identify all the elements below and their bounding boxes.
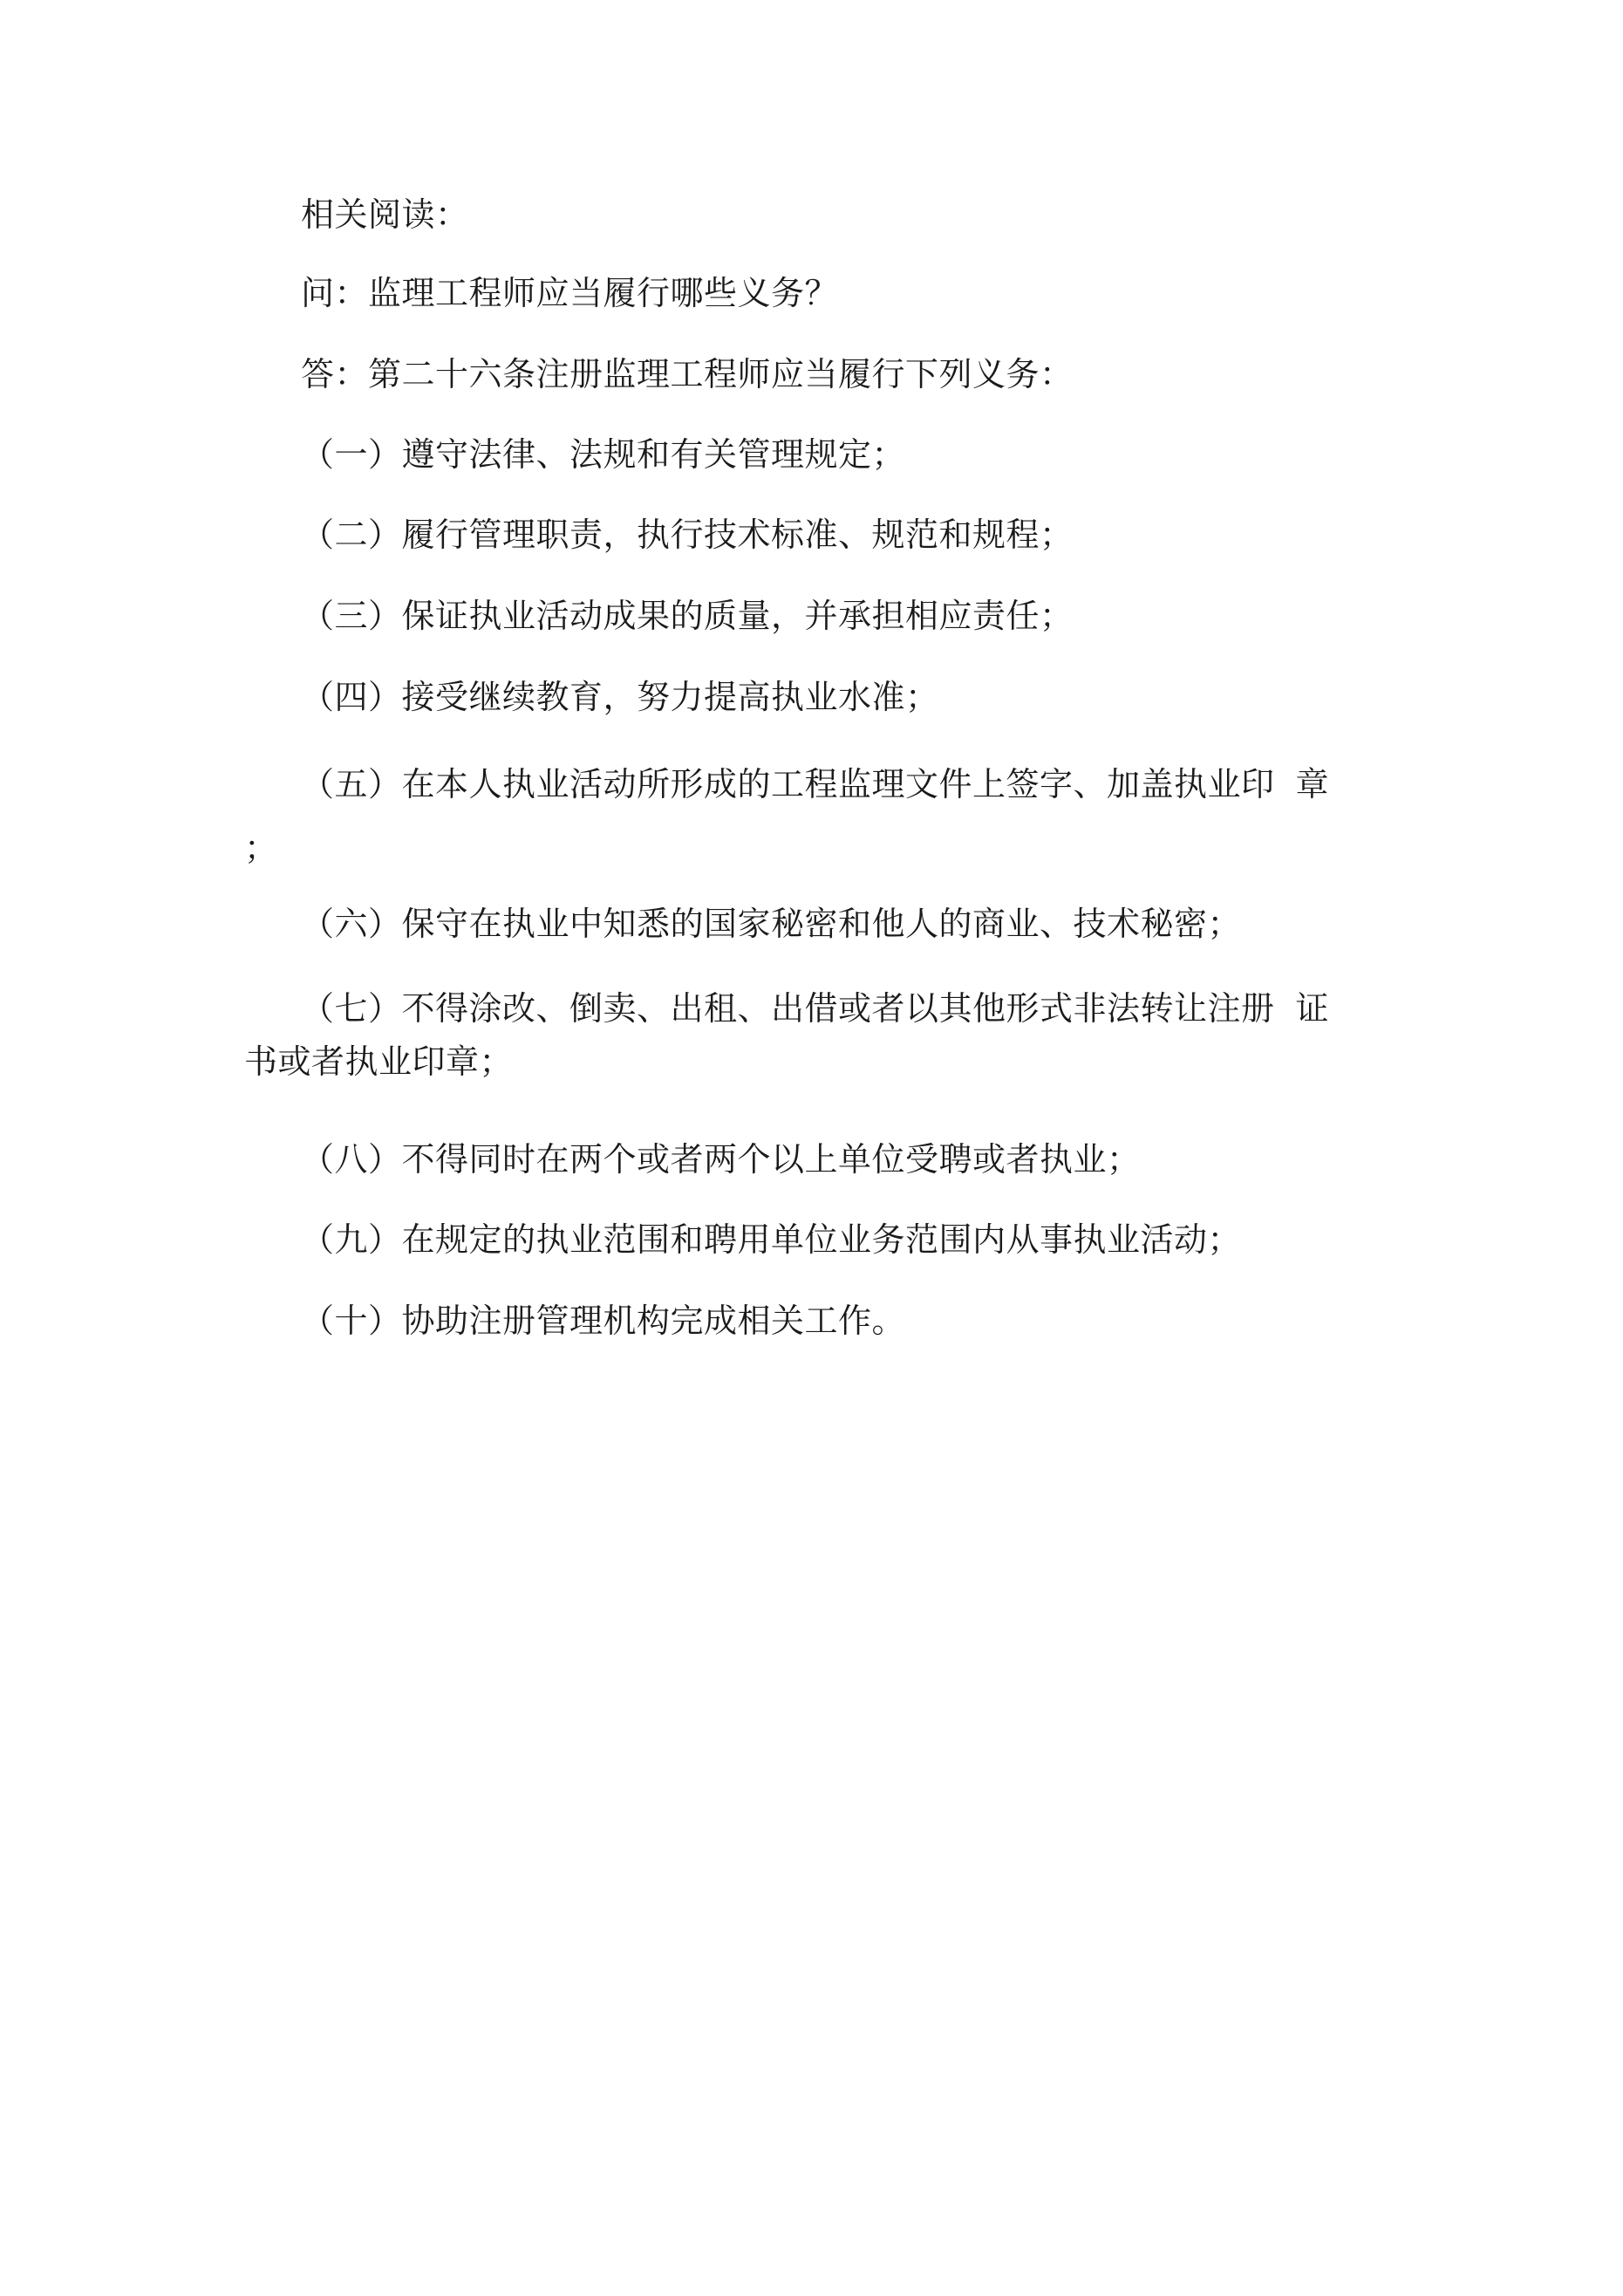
obligation-item-6: （六）保守在执业中知悉的国家秘密和他人的商业、技术秘密；: [301, 905, 1242, 943]
obligation-item-9: （九）在规定的执业范围和聘用单位业务范围内从事执业活动；: [301, 1220, 1242, 1259]
obligation-item-7-continuation: 书或者执业印章；: [244, 1042, 514, 1081]
obligation-item-7: [301, 987, 1329, 1029]
obligation-item-7-text: （七）不得涂改、倒卖、出租、出借或者以其他形式非法转让注册: [301, 989, 1275, 1028]
question-line: 问：监理工程师应当履行哪些义务？: [301, 274, 839, 312]
obligation-item-1: （一）遵守法律、法规和有关管理规定；: [301, 435, 906, 474]
obligation-item-5-text: （五）在本人执业活动所形成的工程监理文件上签字、加盖执业印: [301, 765, 1275, 803]
related-reading-heading: 相关阅读：: [301, 195, 469, 234]
answer-intro: 答：第二十六条注册监理工程师应当履行下列义务：: [301, 355, 1074, 393]
obligation-item-4: （四）接受继续教育，努力提高执业水准；: [301, 678, 939, 716]
obligation-item-5: [301, 763, 1329, 805]
obligation-item-2: （二）履行管理职责，执行技术标准、规范和规程；: [301, 516, 1074, 554]
obligation-item-5-tail: 章: [1295, 765, 1330, 803]
obligation-item-3: （三）保证执业活动成果的质量，并承担相应责任；: [301, 597, 1074, 635]
obligation-item-5-continuation: ；: [244, 829, 278, 867]
obligation-item-7-tail: 证: [1295, 989, 1330, 1028]
obligation-item-8: （八）不得同时在两个或者两个以上单位受聘或者执业；: [301, 1140, 1141, 1179]
obligation-item-10: （十）协助注册管理机构完成相关工作。: [301, 1302, 906, 1340]
